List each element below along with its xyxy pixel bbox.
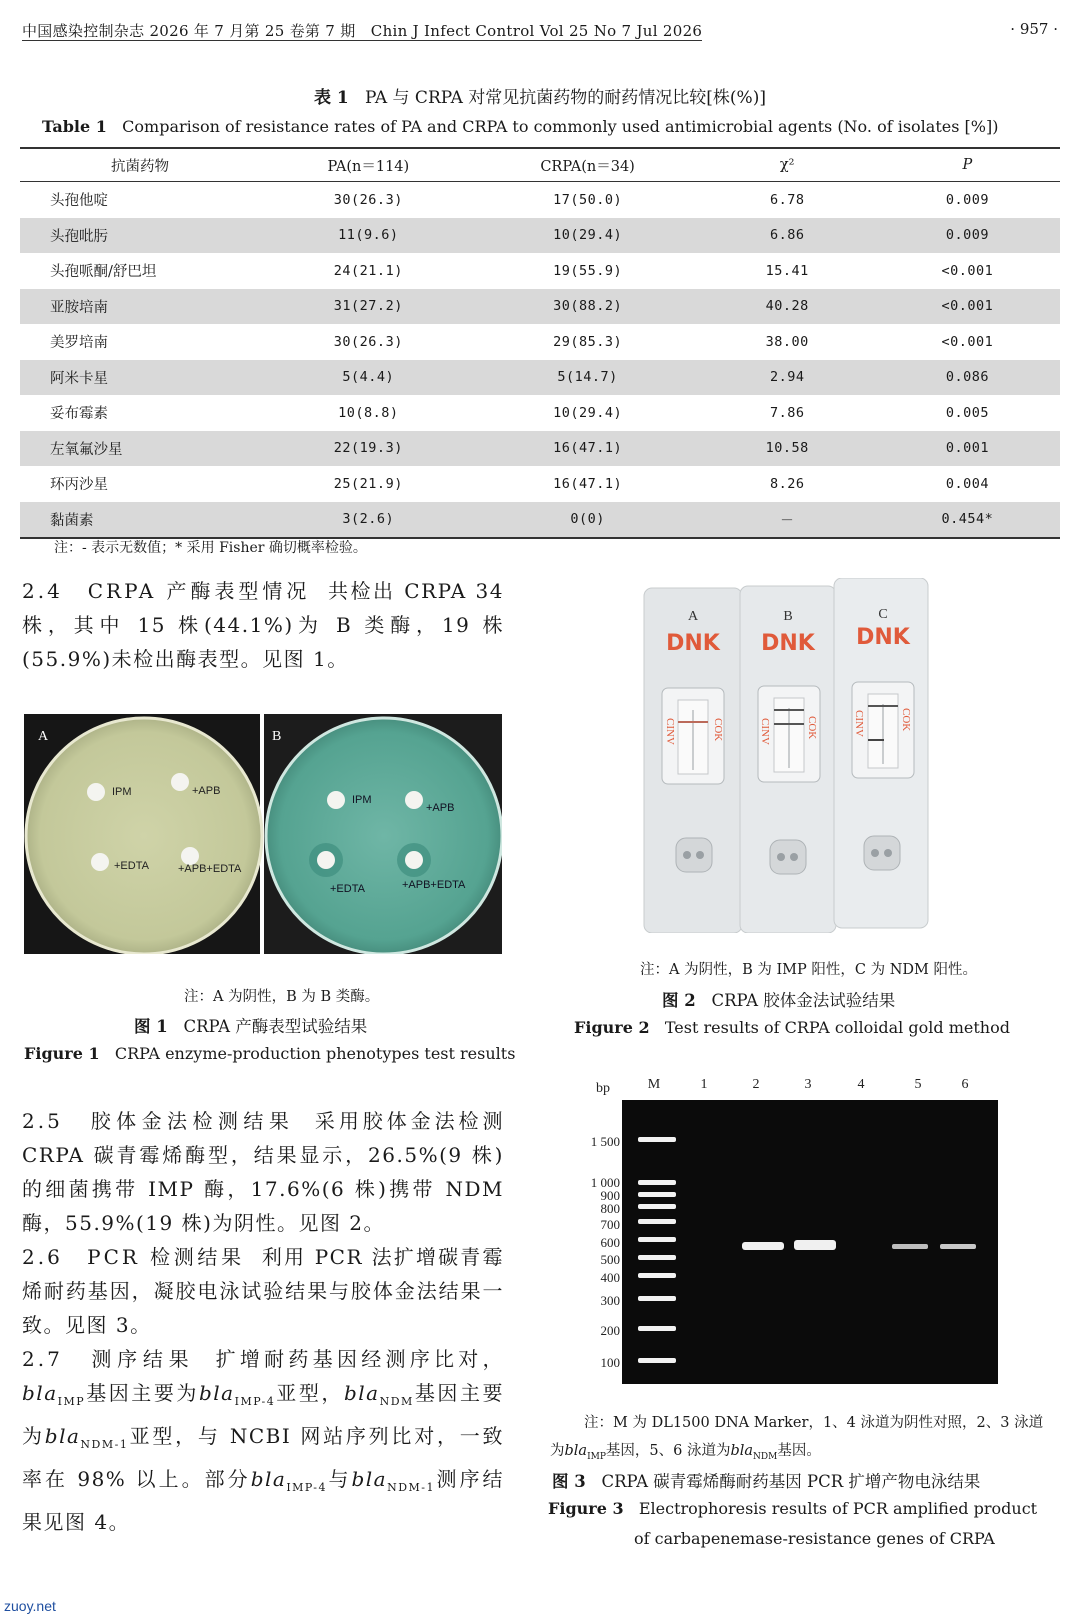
svg-text:500: 500 bbox=[600, 1252, 620, 1267]
table-cell: 亚胺培南 bbox=[20, 289, 261, 325]
table-cell: 头孢吡肟 bbox=[20, 218, 261, 254]
lane-labels bbox=[648, 1077, 969, 1092]
table-cell: 31(27.2) bbox=[261, 289, 476, 325]
lane-label: 5 bbox=[914, 1077, 922, 1092]
table-cell: 6.78 bbox=[769, 191, 805, 208]
table-cell: 0.005 bbox=[945, 404, 989, 421]
table-cell: 16(47.1) bbox=[553, 475, 623, 492]
table-cell: 16(47.1) bbox=[476, 431, 700, 467]
svg-text:COK: COK bbox=[900, 708, 912, 732]
table-cell: 5(4.4) bbox=[261, 360, 476, 396]
table-cell: 30(88.2) bbox=[476, 289, 700, 325]
svg-text:COK: COK bbox=[712, 718, 724, 742]
table-cell: 11(9.6) bbox=[261, 218, 476, 254]
svg-text:DNK: DNK bbox=[761, 631, 815, 656]
table-title-en: Table 1 Comparison of resistance rates of PA and CRPA to commonly used antimicrobial agents (No. of isolates [%]) bbox=[42, 117, 999, 136]
table-row bbox=[20, 253, 1060, 289]
disc bbox=[327, 791, 345, 809]
disc bbox=[405, 791, 423, 809]
lane-label: 2 bbox=[752, 1077, 760, 1092]
pcr-band bbox=[794, 1240, 836, 1250]
table-cell: 10(8.8) bbox=[338, 404, 399, 421]
svg-text:CINV: CINV bbox=[664, 718, 676, 745]
table-cell: 6.86 bbox=[700, 218, 875, 254]
svg-text:1 000: 1 000 bbox=[590, 1175, 620, 1190]
lane-label: M bbox=[647, 1077, 661, 1092]
table-cell: 10.58 bbox=[700, 431, 875, 467]
pcr-band bbox=[742, 1242, 784, 1250]
header-rule bbox=[22, 40, 702, 41]
table-row bbox=[20, 360, 1060, 396]
table-cell: 0(0) bbox=[476, 502, 700, 539]
table-header-row bbox=[20, 148, 1060, 182]
table-cell: 妥布霉素 bbox=[50, 406, 108, 423]
svg-text:DNK: DNK bbox=[856, 625, 910, 650]
table-cell: 5(14.7) bbox=[476, 360, 700, 396]
disc-label: IPM bbox=[352, 794, 372, 806]
table-row bbox=[20, 289, 1060, 325]
table-cell: 22(19.3) bbox=[261, 431, 476, 467]
panel-a-label: A bbox=[38, 729, 49, 744]
table-cell: 0.009 bbox=[875, 218, 1060, 254]
table-cell: 0.009 bbox=[945, 191, 989, 208]
resistance-table bbox=[20, 147, 1060, 539]
table-cell: 17(50.0) bbox=[553, 191, 623, 208]
section-text: 采用胶体金法检测 CRPA 碳青霉烯酶型，结果显示，26.5%(9 株)的细菌携带 IMP 酶，17.6%(6 株)携带 NDM 酶，55.9%(19 株)为阴性。见图 2。 bbox=[22, 1109, 504, 1235]
table-cell: 24(21.1) bbox=[333, 262, 403, 279]
svg-text:800: 800 bbox=[600, 1201, 620, 1216]
table-cell: 0.001 bbox=[875, 431, 1060, 467]
figure-3-image bbox=[584, 1070, 1004, 1390]
table-cell: － bbox=[700, 502, 875, 539]
table-cell: 30(26.3) bbox=[333, 191, 403, 208]
table-note: 注：- 表示无数值；* 采用 Fisher 确切概率检验。 bbox=[54, 540, 367, 556]
table-cell: 30(26.3) bbox=[333, 333, 403, 350]
section-heading: 2.7 测序结果 bbox=[22, 1347, 195, 1371]
disc bbox=[405, 851, 423, 869]
table-cell: 阿米卡星 bbox=[20, 360, 261, 396]
table-cell: 美罗培南 bbox=[50, 335, 108, 352]
panel-b-label: B bbox=[272, 729, 282, 744]
col-header: PA(n＝114) bbox=[261, 148, 476, 182]
svg-text:100: 100 bbox=[600, 1355, 620, 1370]
section-heading: 2.6 PCR 检测结果 bbox=[22, 1245, 245, 1269]
figure-2-caption-cn: 图 2 CRPA 胶体金法试验结果 bbox=[662, 991, 896, 1010]
svg-text:300: 300 bbox=[600, 1293, 620, 1308]
svg-text:C: C bbox=[878, 607, 888, 622]
disc bbox=[317, 851, 335, 869]
ladder-labels bbox=[591, 1134, 620, 1370]
table-cell: 2.94 bbox=[700, 360, 875, 396]
table-cell: <0.001 bbox=[875, 289, 1060, 325]
pcr-band bbox=[940, 1244, 976, 1249]
table-row bbox=[20, 502, 1060, 539]
svg-text:DNK: DNK bbox=[666, 631, 720, 656]
svg-text:CINV: CINV bbox=[853, 710, 865, 737]
table-cell: 黏菌素 bbox=[20, 502, 261, 539]
svg-text:1 500: 1 500 bbox=[590, 1134, 620, 1149]
table-row bbox=[20, 395, 1060, 431]
table-cell: 环丙沙星 bbox=[50, 477, 108, 494]
disc bbox=[171, 773, 189, 791]
svg-text:A: A bbox=[687, 609, 699, 624]
pcr-band bbox=[892, 1244, 928, 1249]
figure-1-caption-en: Figure 1 CRPA enzyme-production phenotypes test results bbox=[24, 1044, 516, 1063]
disc-label: +APB+EDTA bbox=[178, 863, 242, 875]
svg-text:400: 400 bbox=[600, 1270, 620, 1285]
plate-a bbox=[26, 718, 262, 954]
page-number: · 957 · bbox=[1010, 20, 1058, 38]
table-cell: 0.004 bbox=[945, 475, 989, 492]
figure-1-note: 注：A 为阴性，B 为 B 类酶。 bbox=[184, 989, 380, 1005]
svg-text:B: B bbox=[783, 609, 793, 624]
running-header: 中国感染控制杂志 2026 年 7 月第 25 卷第 7 期 Chin J Infect Control Vol 25 No 7 Jul 2026 bbox=[22, 22, 703, 40]
section-2-5 bbox=[22, 1104, 504, 1240]
disc-label: IPM bbox=[112, 786, 132, 798]
table-cell: <0.001 bbox=[941, 333, 994, 350]
table-title-cn: 表 1 PA 与 CRPA 对常见抗菌药物的耐药情况比较[株(%)] bbox=[314, 88, 766, 108]
table-cell: 8.26 bbox=[769, 475, 805, 492]
disc-label: +EDTA bbox=[330, 883, 365, 895]
col-header: χ² bbox=[700, 148, 875, 182]
table-cell: 头孢他啶 bbox=[50, 193, 108, 210]
strip-b bbox=[740, 586, 836, 933]
col-header: CRPA(n＝34) bbox=[476, 148, 700, 182]
table-cell: 0.086 bbox=[875, 360, 1060, 396]
section-text: 利用 PCR 法扩增碳青霉烯耐药基因，凝胶电泳试验结果与胶体金法结果一致。见图 3。 bbox=[22, 1245, 504, 1337]
strip-a bbox=[644, 588, 742, 933]
figure-1-caption-cn: 图 1 CRPA 产酶表型试验结果 bbox=[134, 1017, 368, 1036]
figure-3-caption-en-line2: of carbapenemase-resistance genes of CRPA bbox=[634, 1529, 995, 1548]
table-cell: 25(21.9) bbox=[333, 475, 403, 492]
table-cell: 0.454* bbox=[875, 502, 1060, 539]
figure-2-image bbox=[638, 578, 930, 933]
section-text: 共检出 CRPA 34 株，其中 15 株(44.1%)为 B 类酶，19 株(55.9%)未检出酶表型。见图 1。 bbox=[22, 579, 505, 671]
svg-text:700: 700 bbox=[600, 1217, 620, 1232]
lane-label: 6 bbox=[961, 1077, 969, 1092]
col-header: 抗菌药物 bbox=[20, 148, 261, 182]
table-row bbox=[20, 431, 1060, 467]
bp-label: bp bbox=[596, 1081, 610, 1096]
table-row bbox=[20, 218, 1060, 254]
svg-text:CINV: CINV bbox=[759, 718, 771, 745]
table-cell: 10(29.4) bbox=[553, 404, 623, 421]
section-heading: 2.5 胶体金法检测结果 bbox=[22, 1109, 295, 1133]
table-cell: 15.41 bbox=[765, 262, 809, 279]
lane-label: 3 bbox=[804, 1077, 812, 1092]
section-2-4 bbox=[22, 574, 504, 676]
table-cell: 7.86 bbox=[769, 404, 805, 421]
table-cell: <0.001 bbox=[941, 262, 994, 279]
svg-text:600: 600 bbox=[600, 1235, 620, 1250]
figure-2-caption-en: Figure 2 Test results of CRPA colloidal gold method bbox=[574, 1018, 1010, 1037]
table-cell: 40.28 bbox=[700, 289, 875, 325]
table-cell: 38.00 bbox=[765, 333, 809, 350]
table-cell: 10(29.4) bbox=[476, 218, 700, 254]
svg-text:COK: COK bbox=[806, 716, 818, 740]
table-cell: 19(55.9) bbox=[553, 262, 623, 279]
table-cell: 29(85.3) bbox=[553, 333, 623, 350]
lane-label: 1 bbox=[700, 1077, 708, 1092]
section-2-6 bbox=[22, 1240, 504, 1342]
table-row bbox=[20, 182, 1060, 218]
section-heading: 2.4 CRPA 产酶表型情况 bbox=[22, 579, 311, 603]
disc-label: +EDTA bbox=[114, 860, 149, 872]
disc-label: +APB bbox=[192, 785, 221, 797]
plate-b bbox=[266, 718, 502, 954]
col-header: P bbox=[875, 148, 1060, 182]
disc-label: +APB bbox=[426, 802, 455, 814]
watermark-link[interactable]: zuoy.net bbox=[4, 1598, 56, 1614]
figure-1-image bbox=[24, 714, 502, 954]
section-2-7: 2.7 测序结果 扩增耐药基因经测序比对，bla$_{IMP}$基因主要为bla$_{IMP-4}$亚型，bla$_{NDM}$基因主要为bla$_{NDM-1}$亚型，与 NCBI 网站序列比对，一致率在 98% 以上。部分bla$_{IMP-4}$与bla$_{NDM-1}$测序结果见图 4。 bbox=[22, 1347, 505, 1534]
svg-text:200: 200 bbox=[600, 1323, 620, 1338]
table-row bbox=[20, 324, 1060, 360]
figure-3-caption-en: Figure 3 Electrophoresis results of PCR amplified product bbox=[548, 1499, 1038, 1518]
table-cell: 3(2.6) bbox=[261, 502, 476, 539]
figure-3-note-line2: 为bla$_{IMP}$基因，5、6 泳道为bla$_{NDM}$基因。 bbox=[550, 1443, 821, 1462]
disc bbox=[91, 853, 109, 871]
table-cell: 左氧氟沙星 bbox=[20, 431, 261, 467]
disc-label: +APB+EDTA bbox=[402, 879, 466, 891]
figure-2-note: 注：A 为阴性，B 为 IMP 阳性，C 为 NDM 阳性。 bbox=[640, 962, 977, 978]
svg-text:900: 900 bbox=[600, 1188, 620, 1203]
figure-3-caption-cn: 图 3 CRPA 碳青霉烯酶耐药基因 PCR 扩增产物电泳结果 bbox=[552, 1472, 981, 1491]
strip-c bbox=[834, 578, 928, 928]
figure-3-note-line1: 注：M 为 DL1500 DNA Marker，1、4 泳道为阴性对照，2、3 泳道 bbox=[584, 1415, 1044, 1431]
lane-label: 4 bbox=[857, 1077, 865, 1092]
table-cell: 头孢哌酮/舒巴坦 bbox=[50, 264, 157, 281]
disc bbox=[87, 783, 105, 801]
table-row bbox=[20, 466, 1060, 502]
